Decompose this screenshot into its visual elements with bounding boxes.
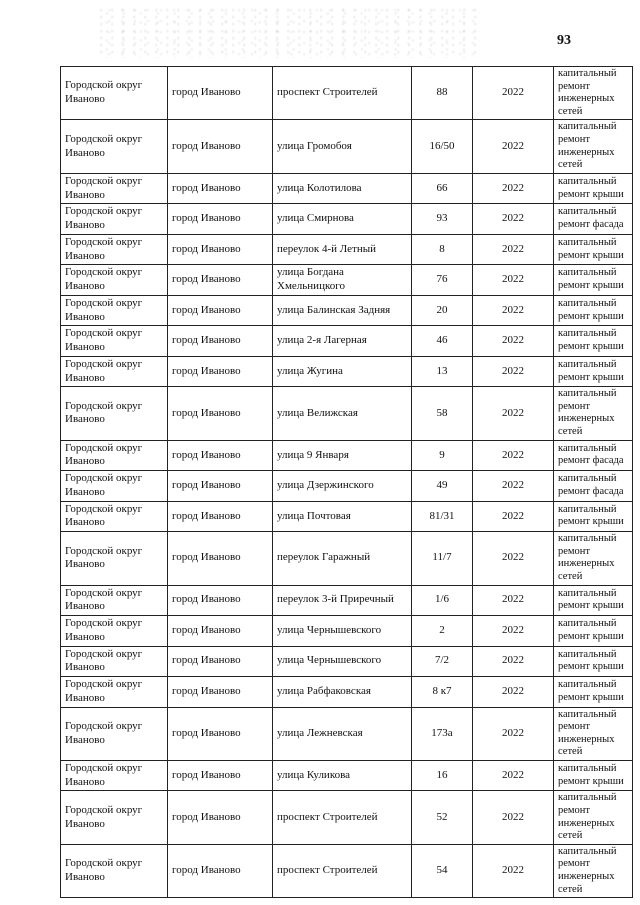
municipality-cell: Городской округ Иваново: [61, 616, 168, 647]
city-cell: город Иваново: [168, 356, 273, 387]
city-cell: город Иваново: [168, 265, 273, 296]
street-cell: переулок Гаражный: [273, 532, 412, 585]
scan-noise: [100, 8, 480, 58]
table-row: [61, 707, 633, 760]
house-number-cell: 49: [412, 471, 473, 502]
municipality-cell: Городской округ Иваново: [61, 707, 168, 760]
house-number-cell: 66: [412, 173, 473, 204]
year-cell: 2022: [473, 471, 554, 502]
year-cell: 2022: [473, 707, 554, 760]
work-type-cell: капитальный ремонт крыши: [554, 677, 633, 708]
municipality-cell: Городской округ Иваново: [61, 387, 168, 440]
work-type-cell: капитальный ремонт инженерных сетей: [554, 387, 633, 440]
work-type-cell: капитальный ремонт крыши: [554, 760, 633, 791]
table-body: [61, 67, 633, 898]
table-row: [61, 616, 633, 647]
work-type-cell: капитальный ремонт фасада: [554, 471, 633, 502]
house-number-cell: 52: [412, 791, 473, 844]
city-cell: город Иваново: [168, 295, 273, 326]
street-cell: улица Рабфаковская: [273, 677, 412, 708]
municipality-cell: Городской округ Иваново: [61, 173, 168, 204]
table-row: [61, 326, 633, 357]
house-number-cell: 81/31: [412, 501, 473, 532]
year-cell: 2022: [473, 532, 554, 585]
street-cell: переулок 4-й Летный: [273, 234, 412, 265]
city-cell: город Иваново: [168, 501, 273, 532]
street-cell: улица Чернышевского: [273, 646, 412, 677]
year-cell: 2022: [473, 844, 554, 897]
street-cell: улица Громобоя: [273, 120, 412, 173]
street-cell: проспект Строителей: [273, 791, 412, 844]
house-number-cell: 173а: [412, 707, 473, 760]
page-number: 93: [557, 33, 571, 48]
table-row: [61, 791, 633, 844]
work-type-cell: капитальный ремонт инженерных сетей: [554, 120, 633, 173]
work-type-cell: капитальный ремонт крыши: [554, 326, 633, 357]
year-cell: 2022: [473, 356, 554, 387]
street-cell: проспект Строителей: [273, 844, 412, 897]
table-row: [61, 760, 633, 791]
street-cell: улица 9 Января: [273, 440, 412, 471]
year-cell: 2022: [473, 677, 554, 708]
municipality-cell: Городской округ Иваново: [61, 646, 168, 677]
street-cell: улица Балинская Задняя: [273, 295, 412, 326]
city-cell: город Иваново: [168, 616, 273, 647]
municipality-cell: Городской округ Иваново: [61, 501, 168, 532]
municipality-cell: Городской округ Иваново: [61, 326, 168, 357]
work-type-cell: капитальный ремонт крыши: [554, 501, 633, 532]
street-cell: улица Лежневская: [273, 707, 412, 760]
table-row: [61, 585, 633, 616]
house-number-cell: 46: [412, 326, 473, 357]
year-cell: 2022: [473, 501, 554, 532]
city-cell: город Иваново: [168, 326, 273, 357]
work-type-cell: капитальный ремонт фасада: [554, 204, 633, 235]
house-number-cell: 2: [412, 616, 473, 647]
house-number-cell: 9: [412, 440, 473, 471]
municipality-cell: Городской округ Иваново: [61, 677, 168, 708]
house-number-cell: 7/2: [412, 646, 473, 677]
street-cell: улица Колотилова: [273, 173, 412, 204]
house-number-cell: 1/6: [412, 585, 473, 616]
street-cell: улица 2-я Лагерная: [273, 326, 412, 357]
city-cell: город Иваново: [168, 387, 273, 440]
house-number-cell: 13: [412, 356, 473, 387]
table-row: [61, 173, 633, 204]
house-number-cell: 88: [412, 67, 473, 120]
work-type-cell: капитальный ремонт крыши: [554, 646, 633, 677]
street-cell: проспект Строителей: [273, 67, 412, 120]
street-cell: улица Почтовая: [273, 501, 412, 532]
city-cell: город Иваново: [168, 760, 273, 791]
city-cell: город Иваново: [168, 844, 273, 897]
year-cell: 2022: [473, 234, 554, 265]
year-cell: 2022: [473, 295, 554, 326]
municipality-cell: Городской округ Иваново: [61, 760, 168, 791]
table-row: [61, 356, 633, 387]
street-cell: улица Жугина: [273, 356, 412, 387]
table-row: [61, 67, 633, 120]
municipality-cell: Городской округ Иваново: [61, 67, 168, 120]
street-cell: переулок 3-й Приречный: [273, 585, 412, 616]
street-cell: улица Велижская: [273, 387, 412, 440]
city-cell: город Иваново: [168, 791, 273, 844]
table-row: [61, 501, 633, 532]
city-cell: город Иваново: [168, 677, 273, 708]
municipality-cell: Городской округ Иваново: [61, 844, 168, 897]
city-cell: город Иваново: [168, 120, 273, 173]
year-cell: 2022: [473, 791, 554, 844]
year-cell: 2022: [473, 760, 554, 791]
city-cell: город Иваново: [168, 585, 273, 616]
year-cell: 2022: [473, 120, 554, 173]
year-cell: 2022: [473, 173, 554, 204]
city-cell: город Иваново: [168, 471, 273, 502]
municipality-cell: Городской округ Иваново: [61, 204, 168, 235]
table-row: [61, 234, 633, 265]
work-type-cell: капитальный ремонт крыши: [554, 585, 633, 616]
work-type-cell: капитальный ремонт фасада: [554, 440, 633, 471]
work-type-cell: капитальный ремонт крыши: [554, 173, 633, 204]
city-cell: город Иваново: [168, 646, 273, 677]
year-cell: 2022: [473, 387, 554, 440]
municipality-cell: Городской округ Иваново: [61, 791, 168, 844]
house-number-cell: 16/50: [412, 120, 473, 173]
municipality-cell: Городской округ Иваново: [61, 234, 168, 265]
municipality-cell: Городской округ Иваново: [61, 585, 168, 616]
table-row: [61, 120, 633, 173]
city-cell: город Иваново: [168, 532, 273, 585]
work-type-cell: капитальный ремонт крыши: [554, 356, 633, 387]
work-type-cell: капитальный ремонт инженерных сетей: [554, 791, 633, 844]
year-cell: 2022: [473, 326, 554, 357]
year-cell: 2022: [473, 646, 554, 677]
house-number-cell: 16: [412, 760, 473, 791]
city-cell: город Иваново: [168, 707, 273, 760]
municipality-cell: Городской округ Иваново: [61, 471, 168, 502]
street-cell: улица Дзержинского: [273, 471, 412, 502]
house-number-cell: 54: [412, 844, 473, 897]
year-cell: 2022: [473, 585, 554, 616]
house-number-cell: 20: [412, 295, 473, 326]
table-row: [61, 440, 633, 471]
municipality-cell: Городской округ Иваново: [61, 440, 168, 471]
year-cell: 2022: [473, 265, 554, 296]
work-type-cell: капитальный ремонт крыши: [554, 616, 633, 647]
repair-register-table: [60, 66, 633, 898]
street-cell: улица Куликова: [273, 760, 412, 791]
work-type-cell: капитальный ремонт крыши: [554, 234, 633, 265]
house-number-cell: 11/7: [412, 532, 473, 585]
municipality-cell: Городской округ Иваново: [61, 120, 168, 173]
year-cell: 2022: [473, 67, 554, 120]
house-number-cell: 93: [412, 204, 473, 235]
table-row: [61, 387, 633, 440]
year-cell: 2022: [473, 616, 554, 647]
work-type-cell: капитальный ремонт инженерных сетей: [554, 844, 633, 897]
street-cell: улица Смирнова: [273, 204, 412, 235]
municipality-cell: Городской округ Иваново: [61, 295, 168, 326]
street-cell: улица Богдана Хмельницкого: [273, 265, 412, 296]
municipality-cell: Городской округ Иваново: [61, 356, 168, 387]
table-row: [61, 471, 633, 502]
house-number-cell: 8: [412, 234, 473, 265]
city-cell: город Иваново: [168, 234, 273, 265]
city-cell: город Иваново: [168, 67, 273, 120]
table-row: [61, 532, 633, 585]
street-cell: улица Чернышевского: [273, 616, 412, 647]
table-row: [61, 677, 633, 708]
house-number-cell: 8 к7: [412, 677, 473, 708]
table-row: [61, 844, 633, 897]
work-type-cell: капитальный ремонт крыши: [554, 295, 633, 326]
municipality-cell: Городской округ Иваново: [61, 265, 168, 296]
work-type-cell: капитальный ремонт инженерных сетей: [554, 707, 633, 760]
table-row: [61, 204, 633, 235]
table-row: [61, 646, 633, 677]
work-type-cell: капитальный ремонт инженерных сетей: [554, 532, 633, 585]
table-row: [61, 265, 633, 296]
year-cell: 2022: [473, 204, 554, 235]
city-cell: город Иваново: [168, 204, 273, 235]
year-cell: 2022: [473, 440, 554, 471]
municipality-cell: Городской округ Иваново: [61, 532, 168, 585]
table-row: [61, 295, 633, 326]
work-type-cell: капитальный ремонт инженерных сетей: [554, 67, 633, 120]
city-cell: город Иваново: [168, 440, 273, 471]
city-cell: город Иваново: [168, 173, 273, 204]
work-type-cell: капитальный ремонт крыши: [554, 265, 633, 296]
house-number-cell: 76: [412, 265, 473, 296]
house-number-cell: 58: [412, 387, 473, 440]
